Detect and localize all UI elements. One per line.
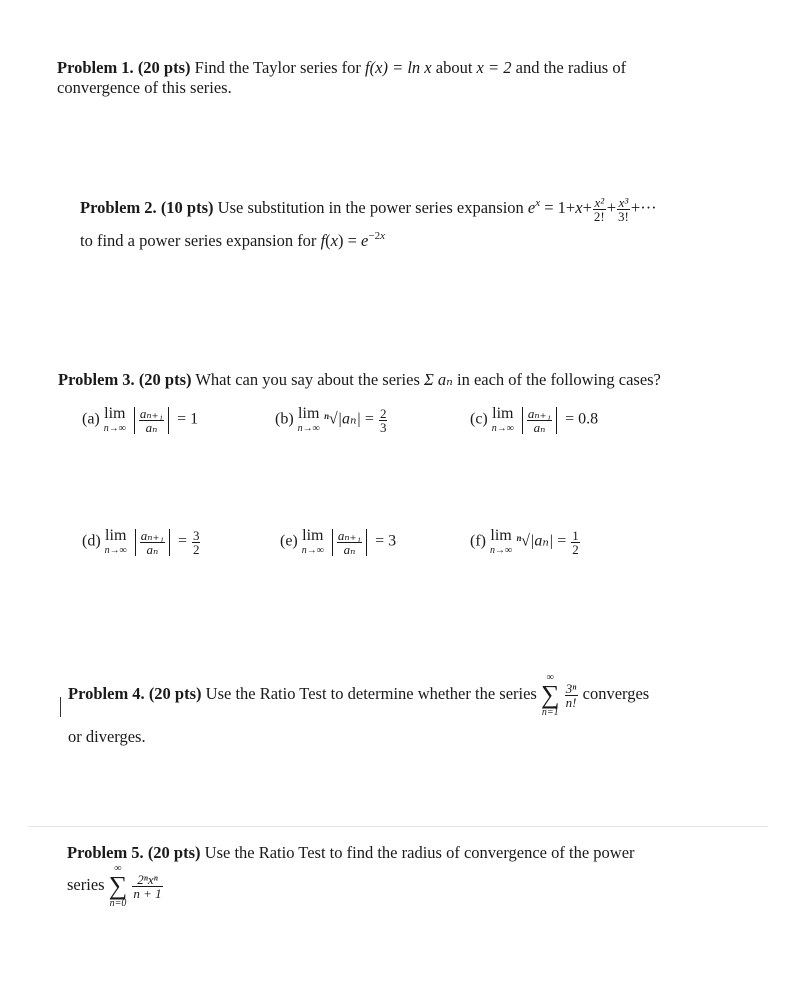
- case-b-root: ⁿ√|aₙ|: [323, 410, 361, 428]
- p2-frac-x2: $\frac{\text{x²}}{2!}$: [593, 194, 605, 224]
- case-e: (e) lim n→∞ $\frac{\text{aₙ₊₁}}{\text{aₙ}}$ = 3: [280, 527, 397, 557]
- case-f: (f) lim n→∞ ⁿ√|aₙ| = $\frac{1}{2}$: [470, 527, 579, 557]
- problem-5-heading: Problem 5.: [67, 843, 144, 862]
- problem-2-text-b: to find a power series expansion for: [80, 230, 317, 250]
- case-f-label: (f): [470, 532, 486, 550]
- problem-4-points: (20 pts): [148, 683, 202, 703]
- case-d: (d) lim n→∞ $\frac{\text{aₙ₊₁}}{\text{aₙ}}$ = $\frac{3}{2}$: [82, 527, 200, 557]
- p4-frac: $\frac{\text{3ⁿ}}{n!}$: [565, 680, 577, 710]
- problem-1-points: (20 pts): [137, 58, 191, 77]
- problem-1-func: f(x) = ln x: [365, 58, 432, 77]
- p5-sum: ∞ ∑ n=0: [108, 863, 128, 909]
- problem-5-text-a: Use the Ratio Test to find the radius of convergence of the power: [204, 843, 635, 862]
- problem-4-text-a: Use the Ratio Test to determine whether the series: [205, 683, 537, 703]
- problem-1-heading: Problem 1.: [57, 58, 134, 77]
- problem-2-ex: $e^x$: [527, 197, 541, 217]
- problem-2-heading: Problem 2.: [80, 198, 157, 217]
- case-e-value: = 3: [375, 532, 397, 550]
- problem-3-text-a: What can you say about the series: [195, 370, 420, 389]
- case-a-value: = 1: [177, 410, 199, 428]
- problem-1-text-c: and the radius of: [515, 58, 627, 77]
- text-cursor: [60, 697, 61, 717]
- case-b: (b) lim n→∞ ⁿ√|aₙ| = $\frac{2}{3}$: [275, 405, 387, 435]
- problem-1-text-a: Find the Taylor series for: [194, 58, 361, 77]
- problem-1-text-b: about: [435, 58, 473, 77]
- problem-2: Problem 2. (10 pts) Use substitution in the power series expansion $e^x = 1+x+$ $\frac{\text{x²}}{2!}$ + $\frac{\text{x³}}{3!}$ +··· to find a power series expansion for $f(x) = e^{-2x}$: [80, 194, 657, 250]
- section-divider: [28, 826, 768, 827]
- case-c: (c) lim n→∞ $\frac{\text{aₙ₊₁}}{\text{aₙ}}$ = 0.8: [470, 405, 599, 435]
- case-c-label: (c): [470, 410, 488, 428]
- problem-3-series: Σ aₙ: [424, 370, 453, 389]
- case-e-label: (e): [280, 532, 298, 550]
- p4-sum: ∞ ∑ n=1: [540, 672, 560, 718]
- case-b-label: (b): [275, 410, 294, 428]
- problem-4-text-b: converges: [582, 683, 650, 703]
- case-f-root: ⁿ√|aₙ|: [516, 532, 554, 550]
- case-d-label: (d): [82, 532, 101, 550]
- case-c-value: = 0.8: [565, 410, 599, 428]
- problem-3-text-b: in each of the following cases?: [457, 370, 661, 389]
- problem-4: [68, 672, 768, 748]
- problem-5: [67, 843, 757, 909]
- problem-3: [58, 370, 758, 390]
- problem-5-text-b: series: [67, 874, 105, 894]
- problem-5-points: (20 pts): [147, 843, 201, 862]
- case-a-label: (a): [82, 410, 100, 428]
- problem-3-points: (20 pts): [138, 370, 192, 389]
- p5-frac: $\frac{\text{2ⁿxⁿ}}{n + 1}$: [133, 871, 162, 901]
- problem-2-points: (10 pts): [160, 198, 214, 217]
- problem-3-heading: Problem 3.: [58, 370, 135, 389]
- problem-2-func: f: [320, 230, 326, 250]
- problem-4-heading: Problem 4.: [68, 683, 145, 703]
- problem-2-text-a: Use substitution in the power series expansion: [217, 198, 524, 217]
- problem-1-text-d: convergence of this series.: [57, 78, 232, 97]
- problem-4-text-c: or diverges.: [68, 727, 146, 746]
- problem-1-center: x = 2: [476, 58, 512, 77]
- case-a: (a) lim n→∞ $\frac{\text{aₙ₊₁}}{\text{aₙ}}$ = 1: [82, 405, 199, 435]
- p2-frac-x3: $\frac{\text{x³}}{3!}$: [618, 194, 629, 224]
- problem-1: [57, 58, 747, 98]
